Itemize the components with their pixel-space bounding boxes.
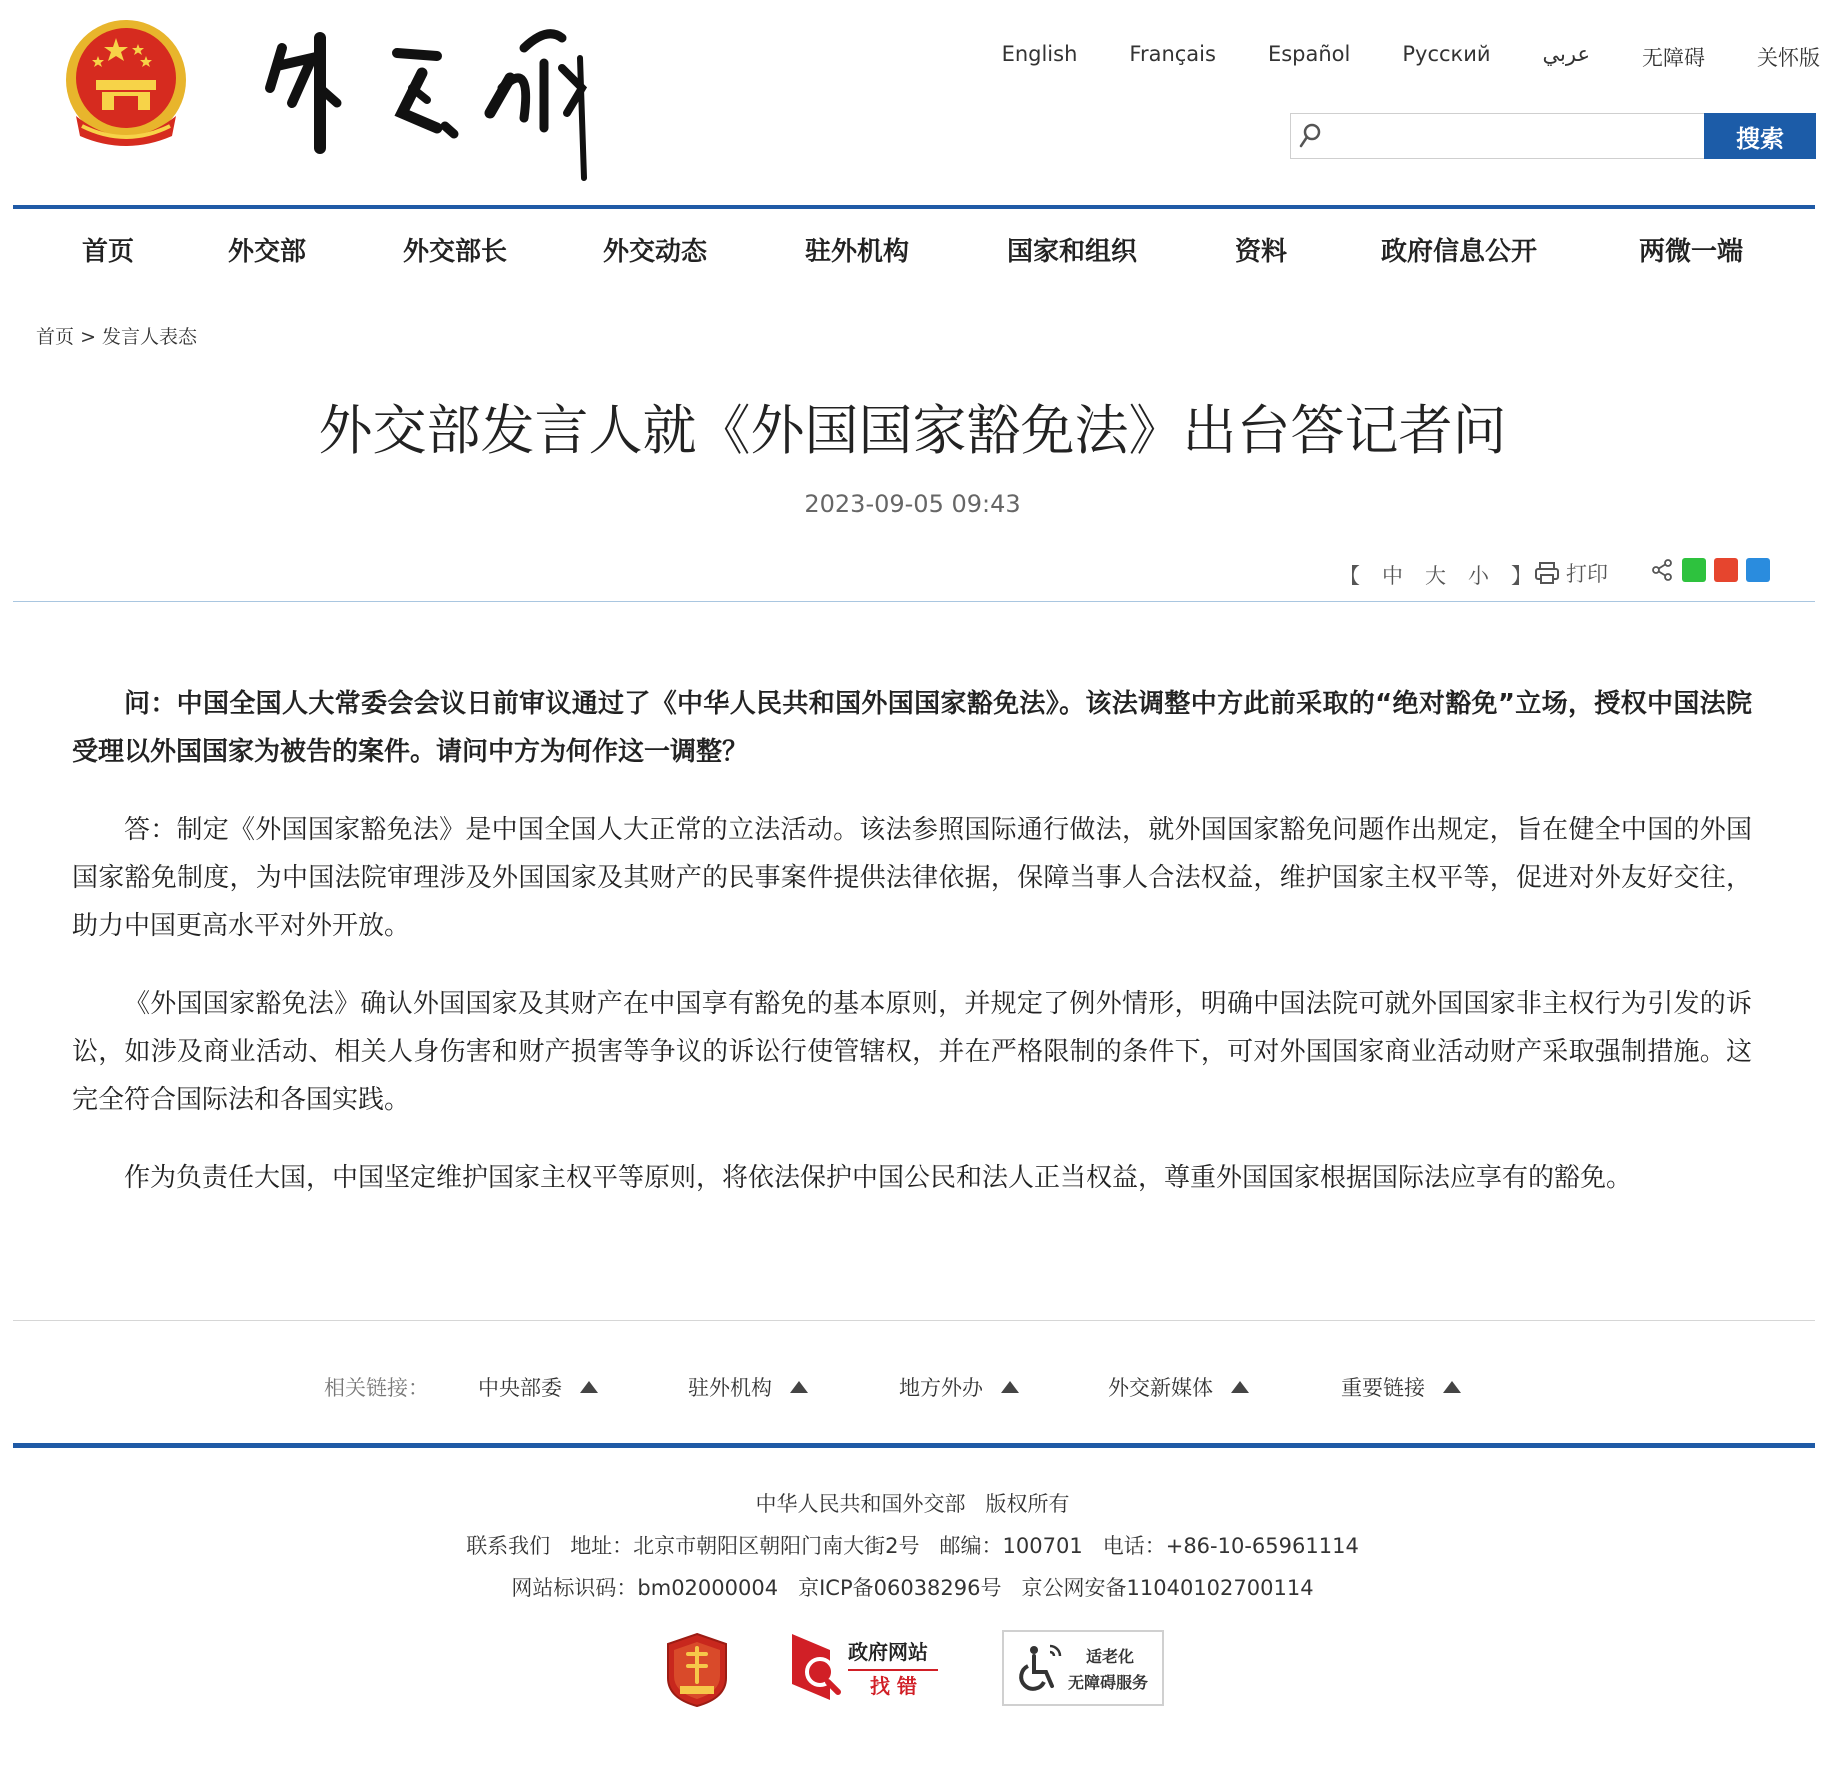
national-emblem-logo[interactable] [62,16,190,152]
wheelchair-icon [1014,1640,1064,1696]
print-button[interactable] [1534,558,1608,588]
search-input[interactable] [1330,116,1704,158]
related-link-label: 驻外机构 [688,1376,772,1400]
search-icon [1296,121,1324,151]
related-link-label: 中央部委 [478,1376,562,1400]
font-size-large[interactable]: 大 [1425,564,1446,588]
lang-spanish[interactable]: Español [1267,42,1351,66]
access-badge-title: 适老化 [1086,1647,1135,1666]
footer-contact [0,1530,1825,1560]
elderly-care-version-link[interactable]: 关怀版 [1757,46,1820,70]
triangle-up-icon [580,1381,598,1393]
main-nav [13,209,1815,289]
tool-rule [13,601,1815,602]
lang-french[interactable]: Français [1129,42,1216,66]
triangle-up-icon [1231,1381,1249,1393]
footer-blue-rule [13,1443,1815,1448]
footer-rights: 版权所有 [985,1492,1070,1516]
related-link-label: 地方外办 [899,1376,983,1400]
footer-copyright [0,1488,1825,1518]
footer-divider [13,1320,1815,1321]
nav-item-minister[interactable]: 外交部长 [403,237,508,267]
accessibility-link[interactable]: 无障碍 [1642,46,1705,70]
article-paragraph: 作为负责任大国，中国坚定维护国家主权平等原则，将依法保护中国公民和法人正当权益，尊重外国国家根据国际法应享有的豁免。 [124,1163,1633,1193]
article-body [72,680,1752,1232]
share-icon[interactable] [1650,558,1674,582]
qzone-share-icon[interactable] [1746,558,1770,582]
article-paragraph-question: 问：中国全国人大常委会会议日前审议通过了《中华人民共和国外国国家豁免法》。该法调整中方此前采取的“绝对豁免”立场，授权中国法院受理以外国国家为被告的案件。请问中方为何作这一调整？ [72,689,1752,767]
font-bracket-open: 【 [1339,564,1360,588]
breadcrumb-home[interactable]: 首页 [36,326,75,348]
nav-item-diplomatic-news[interactable]: 外交动态 [603,237,708,267]
nav-item-government-info[interactable]: 政府信息公开 [1381,237,1538,267]
breadcrumb-current[interactable]: 发言人表态 [102,326,198,348]
related-links-label: 相关链接： [324,1376,429,1400]
nav-item-missions-overseas[interactable]: 驻外机构 [805,237,910,267]
gov-badge-subtitle: 找 错 [870,1674,917,1698]
nav-item-home[interactable]: 首页 [82,237,135,267]
related-link-central-ministries[interactable] [478,1372,598,1402]
footer-ids [0,1572,1825,1602]
related-links [0,1372,1825,1406]
nav-item-countries-organizations[interactable]: 国家和组织 [1007,237,1138,267]
font-size-medium[interactable]: 中 [1382,564,1403,588]
triangle-up-icon [1001,1381,1019,1393]
footer-police-record[interactable]: 京公网安备11040102700114 [1021,1576,1314,1600]
font-size-small[interactable]: 小 [1468,564,1489,588]
related-link-important[interactable] [1341,1372,1461,1402]
lang-english[interactable]: English [1001,42,1078,66]
footer-postcode: 邮编：100701 [939,1534,1083,1558]
nav-item-ministry[interactable]: 外交部 [228,237,307,267]
footer-site-id: 网站标识码：bm02000004 [511,1576,779,1600]
font-size-tools [1328,560,1543,590]
search-button[interactable]: 搜索 [1704,113,1816,159]
nav-item-social-media[interactable]: 两微一端 [1639,237,1744,267]
footer-address: 地址：北京市朝阳区朝阳门南大街2号 [570,1534,920,1558]
footer-org-name: 中华人民共和国外交部 [755,1492,966,1516]
footer-contact-link[interactable]: 联系我们 [466,1534,551,1558]
article-date: 2023-09-05 09:43 [804,490,1021,518]
elderly-accessibility-badge[interactable] [1002,1630,1164,1706]
lang-russian[interactable]: Русский [1402,42,1491,66]
article-title: 外交部发言人就《外国国家豁免法》出台答记者问 [318,399,1507,462]
footer-icp[interactable]: 京ICP备06038296号 [798,1576,1002,1600]
language-bar [1000,42,1820,76]
nav-item-resources[interactable]: 资料 [1235,237,1288,267]
print-label: 打印 [1566,562,1608,586]
related-link-local-offices[interactable] [899,1372,1019,1402]
article-paragraph: 《外国国家豁免法》确认外国国家及其财产在中国享有豁免的基本原则，并规定了例外情形，明确中国法院可就外国国家非主权行为引发的诉讼，如涉及商业活动、相关人身伤害和财产损害等争议的诉讼行使管辖权，并在严格限制的条件下，可对外国国家商业活动财产采取强制措施。这完全符合国际法和各国实践。 [72,989,1752,1115]
breadcrumb-separator: > [80,326,96,348]
triangle-up-icon [790,1381,808,1393]
related-link-missions[interactable] [688,1372,808,1402]
weibo-share-icon[interactable] [1714,558,1738,582]
ministry-calligraphy-logo[interactable] [262,18,602,188]
related-link-label: 重要链接 [1341,1376,1425,1400]
access-badge-subtitle: 无障碍服务 [1068,1673,1149,1692]
footer-phone: 电话：+86-10-65961114 [1102,1534,1359,1558]
wechat-share-icon[interactable] [1682,558,1706,582]
triangle-up-icon [1443,1381,1461,1393]
article-paragraph-answer: 答：制定《外国国家豁免法》是中国全国人大正常的立法活动。该法参照国际通行做法，就外国国家豁免问题作出规定，旨在健全中国的外国国家豁免制度，为中国法院审理涉及外国国家及其财产的民事案件提供法律依据，保障当事人合法权益，维护国家主权平等，促进对外友好交往，助力中国更高水平对外开放。 [72,815,1752,941]
font-bracket-close: 】 [1511,564,1532,588]
lang-arabic[interactable]: عربي [1542,42,1590,66]
share-tools [1650,558,1770,582]
related-link-label: 外交新媒体 [1108,1376,1213,1400]
printer-icon [1534,561,1560,585]
breadcrumb [36,322,197,349]
gov-website-error-report-badge[interactable] [790,1630,940,1702]
related-link-new-media[interactable] [1108,1372,1249,1402]
gov-badge-title: 政府网站 [848,1640,928,1664]
party-government-badge[interactable] [666,1632,728,1708]
